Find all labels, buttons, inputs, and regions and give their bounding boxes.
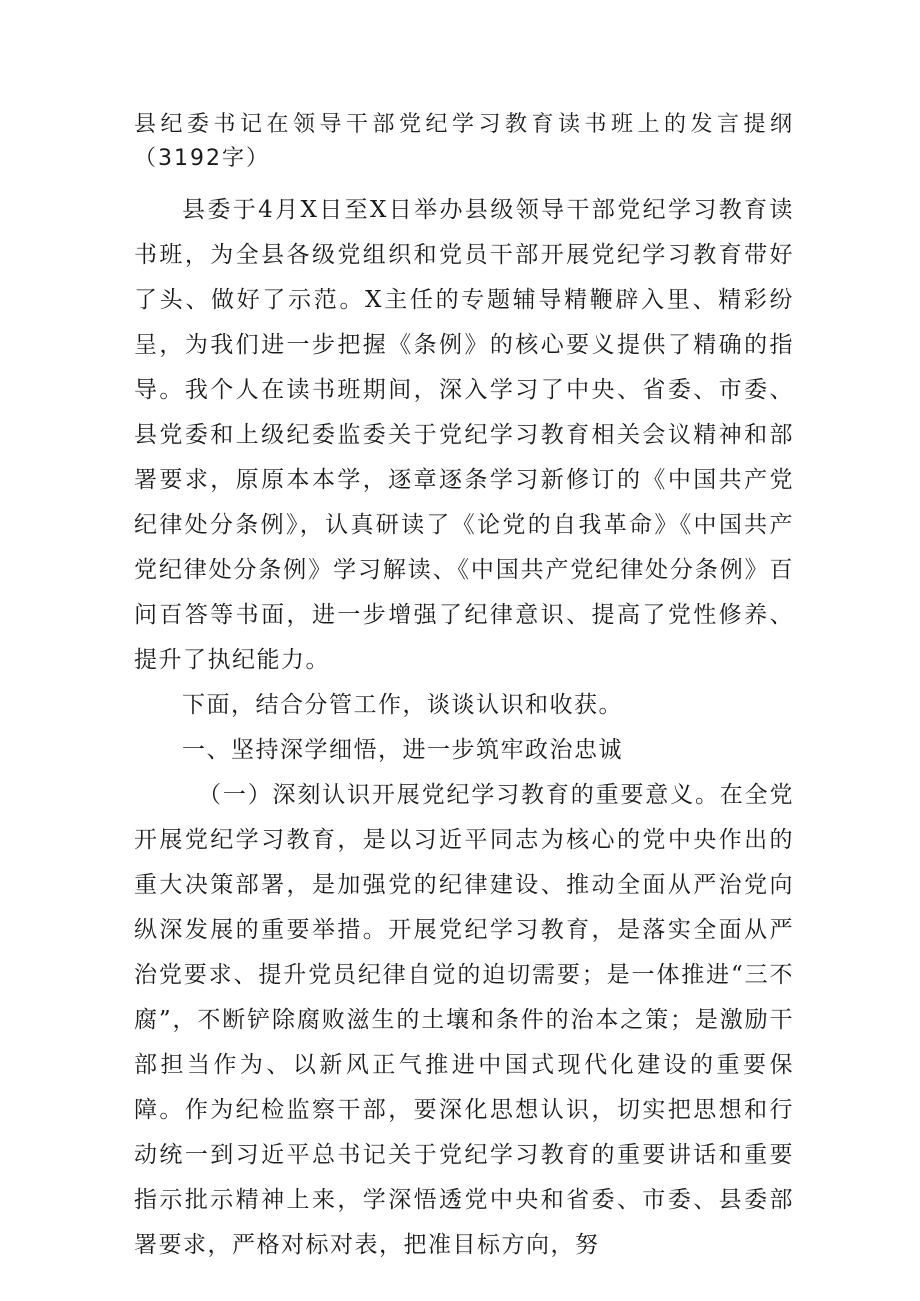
section-heading-1: 一、坚持深学细悟，进一步筑牢政治忠诚 (182, 737, 623, 763)
transition-paragraph: 下面，结合分管工作，谈谈认识和收获。 (182, 692, 623, 718)
subsection-paragraph-1: （一）深刻认识开展党纪学习教育的重要意义。在全党开展党纪学习教育，是以习近平同志为核心的党中央作出的重大决策部署，是加强党的纪律建设、推动全面从严治党向纵深发展的重要举措。开展党纪学习教育，是落实全面从严治党要求、提升党员纪律自觉的迫切需要；是一体推进“三不腐”，不断铲除腐败滋生的土壤和条件的治本之策；是激励干部担当作为、以新风正气推进中国式现代化建设的重要保障。作为纪检监察干部，要深化思想认识，切实把思想和行动统一到习近平总书记关于党纪学习教育的重要讲话和重要指示批示精神上来，学深悟透党中央和省委、市委、县委部署要求，严格对标对表，把准目标方向，努 (134, 782, 794, 1258)
document-title: 县纪委书记在领导干部党纪学习教育读书班上的发言提纲（3192字） (134, 112, 794, 171)
intro-paragraph: 县委于4月X日至X日举办县级领导干部党纪学习教育读书班，为全县各级党组织和党员干部开展党纪学习教育带好了头、做好了示范。X主任的专题辅导精鞭辟入里、精彩纷呈，为我们进一步把握《条例》的核心要义提供了精确的指导。我个人在读书班期间，深入学习了中央、省委、市委、县党委和上级纪委监委关于党纪学习教育相关会议精神和部署要求，原原本本学，逐章逐条学习新修订的《中国共产党纪律处分条例》，认真研读了《论党的自我革命》《中国共产党纪律处分条例》学习解读、《中国共产党纪律处分条例》百问百答等书面，进一步增强了纪律意识、提高了党性修养、提升了执纪能力。 (134, 197, 794, 673)
document-body (134, 108, 794, 1268)
